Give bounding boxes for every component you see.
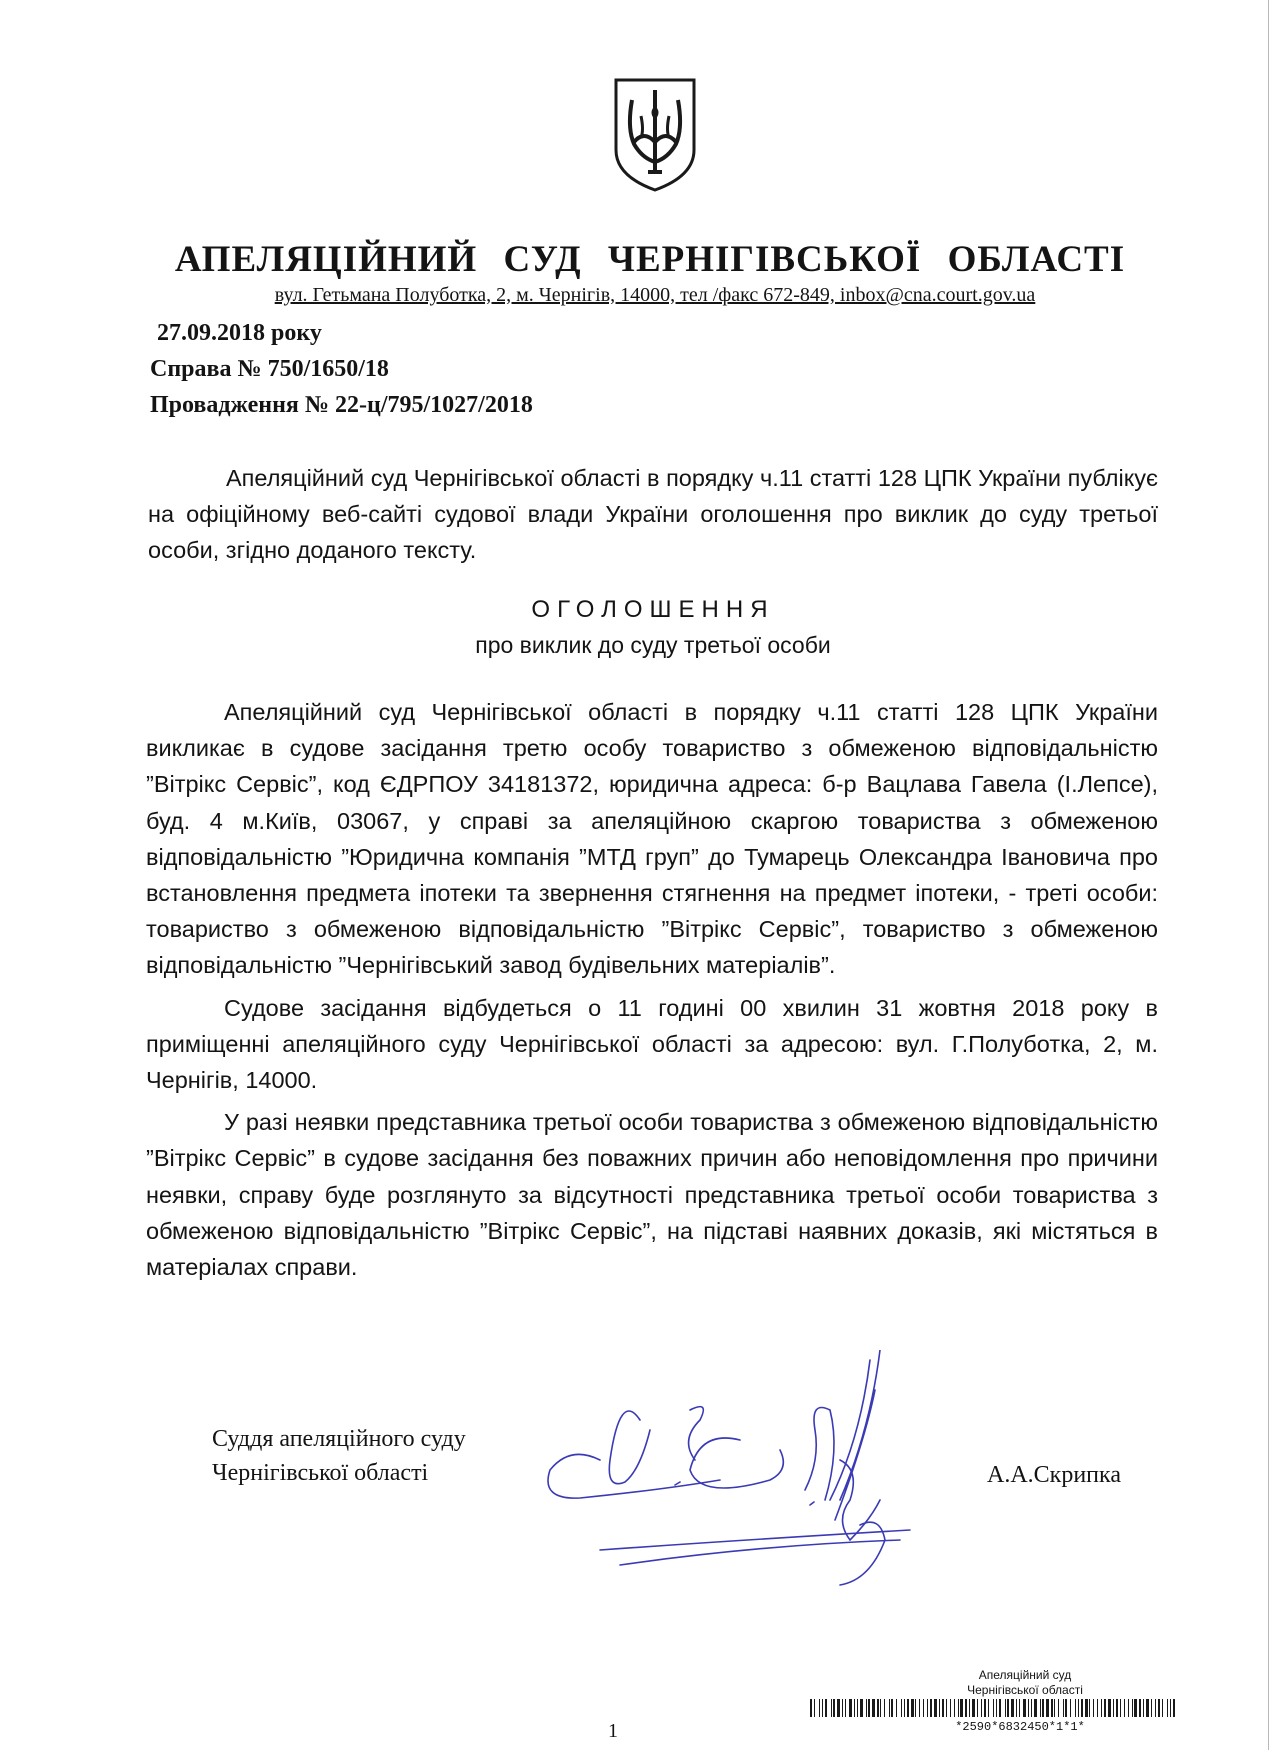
barcode-bar (1113, 1699, 1114, 1717)
barcode (810, 1699, 1180, 1717)
announcement-paragraph: У разі неявки представника третьої особи товариства з обмеженою відповідальністю ”Вітрікс Сервіс” в судове засідання без поважних причин або неповідомлення про причини неявки, справу буде розглянуто за відсутності представника третьої особи товариства з обмеженою відповідальністю ”Вітрікс Сервіс”, на підставі наявних доказів, які містяться в матеріалах справи. (146, 1109, 1158, 1281)
barcode-bar (1151, 1699, 1152, 1717)
barcode-bar (1040, 1699, 1041, 1717)
barcode-bar (1065, 1699, 1067, 1717)
barcode-bar (1089, 1699, 1090, 1717)
handwritten-signature (540, 1350, 1020, 1610)
barcode-bar (907, 1699, 909, 1717)
barcode-bar (934, 1699, 937, 1717)
barcode-bar (1042, 1699, 1044, 1717)
barcode-bar (1116, 1699, 1118, 1717)
barcode-bar (1143, 1699, 1144, 1717)
barcode-bar (923, 1699, 924, 1717)
barcode-bar (1063, 1699, 1064, 1717)
barcode-bar (842, 1699, 843, 1717)
barcode-bar (950, 1699, 951, 1717)
barcode-bar (868, 1699, 870, 1717)
proceeding-number: Провадження № 22-ц/795/1027/2018 (150, 392, 533, 418)
barcode-bar (1134, 1699, 1137, 1717)
case-number: Справа № 750/1650/18 (150, 356, 389, 382)
barcode-bar (1028, 1699, 1029, 1717)
barcode-bar (1170, 1699, 1171, 1717)
barcode-bar (993, 1699, 994, 1717)
barcode-bar (960, 1699, 963, 1717)
barcode-bar (1101, 1699, 1102, 1717)
judge-title-line: Чернігівської області (212, 1460, 429, 1486)
barcode-bar (919, 1699, 920, 1717)
barcode-bar (1054, 1699, 1055, 1717)
barcode-bar (1108, 1699, 1111, 1717)
barcode-bar (1019, 1699, 1020, 1717)
barcode-bar (915, 1699, 916, 1717)
barcode-bar (889, 1699, 890, 1717)
barcode-bar (896, 1699, 897, 1717)
announcement-paragraph: Судове засідання відбудеться о 11 годині 00 хвилин 31 жовтня 2018 року в приміщенні апеляційного суду Чернігівської області за адресою: вул. Г.Полуботка, 2, м. Чернігів, 14000. (146, 994, 1158, 1094)
barcode-bar (1104, 1699, 1106, 1717)
scan-edge-line (1268, 0, 1269, 1750)
barcode-bar (1005, 1699, 1006, 1717)
barcode-bar (860, 1699, 863, 1717)
barcode-bar (904, 1699, 905, 1717)
court-name-heading: АПЕЛЯЦІЙНИЙ СУД ЧЕРНІГІВСЬКОЇ ОБЛАСТІ (174, 239, 1126, 280)
barcode-bar (866, 1699, 867, 1717)
barcode-bar (1031, 1699, 1032, 1717)
barcode-bar (831, 1699, 832, 1717)
court-address: вул. Гетьмана Полуботка, 2, м. Чернігів, 14000, тел /факс 672-849, inbox@cna.court.gov.ua (274, 284, 1036, 306)
barcode-bar (969, 1699, 970, 1717)
barcode-bar (1097, 1699, 1098, 1717)
barcode-bar (1023, 1699, 1026, 1717)
barcode-bar (822, 1699, 823, 1717)
barcode-bar (880, 1699, 881, 1717)
barcode-bar (1058, 1699, 1059, 1717)
barcode-bar (1034, 1699, 1037, 1717)
intro-paragraph: Апеляційний суд Чернігівської області в порядку ч.11 статті 128 ЦПК України публікує на офіційному веб-сайті судової влади України оголошення про виклик до суду третьої особи, згідно доданого тексту. (148, 465, 1158, 563)
barcode-bar (872, 1699, 875, 1717)
barcode-bar (1046, 1699, 1049, 1717)
page-number: 1 (608, 1720, 618, 1742)
barcode-bar (965, 1699, 967, 1717)
barcode-bar (1132, 1699, 1133, 1717)
barcode-bar (977, 1699, 978, 1717)
trident-coat-of-arms-icon (610, 76, 700, 192)
barcode-bar (1075, 1699, 1076, 1717)
barcode-bar (946, 1699, 947, 1717)
stamp-region: Чернігівської області (967, 1683, 1083, 1697)
barcode-bar (891, 1699, 893, 1717)
barcode-bar (854, 1699, 855, 1717)
barcode-bar (810, 1699, 812, 1717)
barcode-bar (1128, 1699, 1129, 1717)
barcode-bar (825, 1699, 827, 1717)
barcode-bar (958, 1699, 959, 1717)
barcode-bar (1139, 1699, 1141, 1717)
barcode-bar (1016, 1699, 1017, 1717)
barcode-bar (927, 1699, 928, 1717)
barcode-bar (1167, 1699, 1168, 1717)
barcode-bar (901, 1699, 902, 1717)
barcode-bar (1093, 1699, 1094, 1717)
barcode-bar (1011, 1699, 1014, 1717)
barcode-bar (1078, 1699, 1079, 1717)
barcode-bar (849, 1699, 852, 1717)
barcode-bar (981, 1699, 982, 1717)
announcement-title: ОГОЛОШЕННЯ (531, 596, 775, 623)
barcode-bar (942, 1699, 944, 1717)
announcement-paragraph: Апеляційний суд Чернігівської області в порядку ч.11 статті 128 ЦПК України викликає в судове засідання третю особу товариство з обмеженою відповідальністю ”Вітрікс Сервіс”, код ЄДРПОУ 34181372, юридична адреса: б-р Вацлава Гавела (І.Лепсе), буд. 4 м.Київ, 03067, у справі за апеляційною скаргою товариства з обмеженою відповідальністю ”Юридична компанія ”МТД груп” до Тумарець Олександра Івановича про встановлення предмета іпотеки та звернення стягнення на предмет іпотеки, - треті особи: товариство з обмеженою відповідальністю ”Вітрікс Сервіс”, товариство з обмеженою відповідальністю ”Чернігівський завод будівельних матеріалів”. (146, 699, 1158, 979)
barcode-bar (1155, 1699, 1156, 1717)
barcode-bar (972, 1699, 975, 1717)
barcode-bar (1051, 1699, 1053, 1717)
announcement-body (146, 694, 1158, 1291)
barcode-bar (930, 1699, 932, 1717)
judge-title (212, 1422, 466, 1490)
barcode-bar (954, 1699, 955, 1717)
registry-stamp (810, 1668, 1180, 1744)
stamp-code: *2590*6832450*1*1* (955, 1720, 1085, 1734)
announcement-subtitle: про виклик до суду третьої особи (475, 632, 831, 658)
barcode-bar (845, 1699, 846, 1717)
barcode-bar (1146, 1699, 1149, 1717)
barcode-bar (911, 1699, 914, 1717)
barcode-bar (819, 1699, 820, 1717)
document-date: 27.09.2018 року (157, 320, 322, 346)
barcode-bar (1081, 1699, 1083, 1717)
barcode-bar (1120, 1699, 1121, 1717)
barcode-bar (996, 1699, 997, 1717)
judge-name: А.А.Скрипка (987, 1462, 1121, 1488)
barcode-bar (877, 1699, 879, 1717)
barcode-bar (1070, 1699, 1071, 1717)
barcode-bar (1162, 1699, 1163, 1717)
barcode-bar (1158, 1699, 1160, 1717)
barcode-bar (884, 1699, 885, 1717)
judge-title-line: Суддя апеляційного суду (212, 1426, 466, 1452)
barcode-bar (1124, 1699, 1125, 1717)
barcode-bar (999, 1699, 1001, 1717)
barcode-bar (984, 1699, 986, 1717)
barcode-bar (1173, 1699, 1175, 1717)
barcode-bar (1085, 1699, 1088, 1717)
stamp-court-name: Апеляційний суд (978, 1668, 1072, 1682)
barcode-bar (837, 1699, 840, 1717)
barcode-bar (857, 1699, 858, 1717)
barcode-bar (833, 1699, 835, 1717)
barcode-bar (939, 1699, 940, 1717)
barcode-bar (988, 1699, 989, 1717)
barcode-bar (1007, 1699, 1009, 1717)
barcode-bar (814, 1699, 815, 1717)
